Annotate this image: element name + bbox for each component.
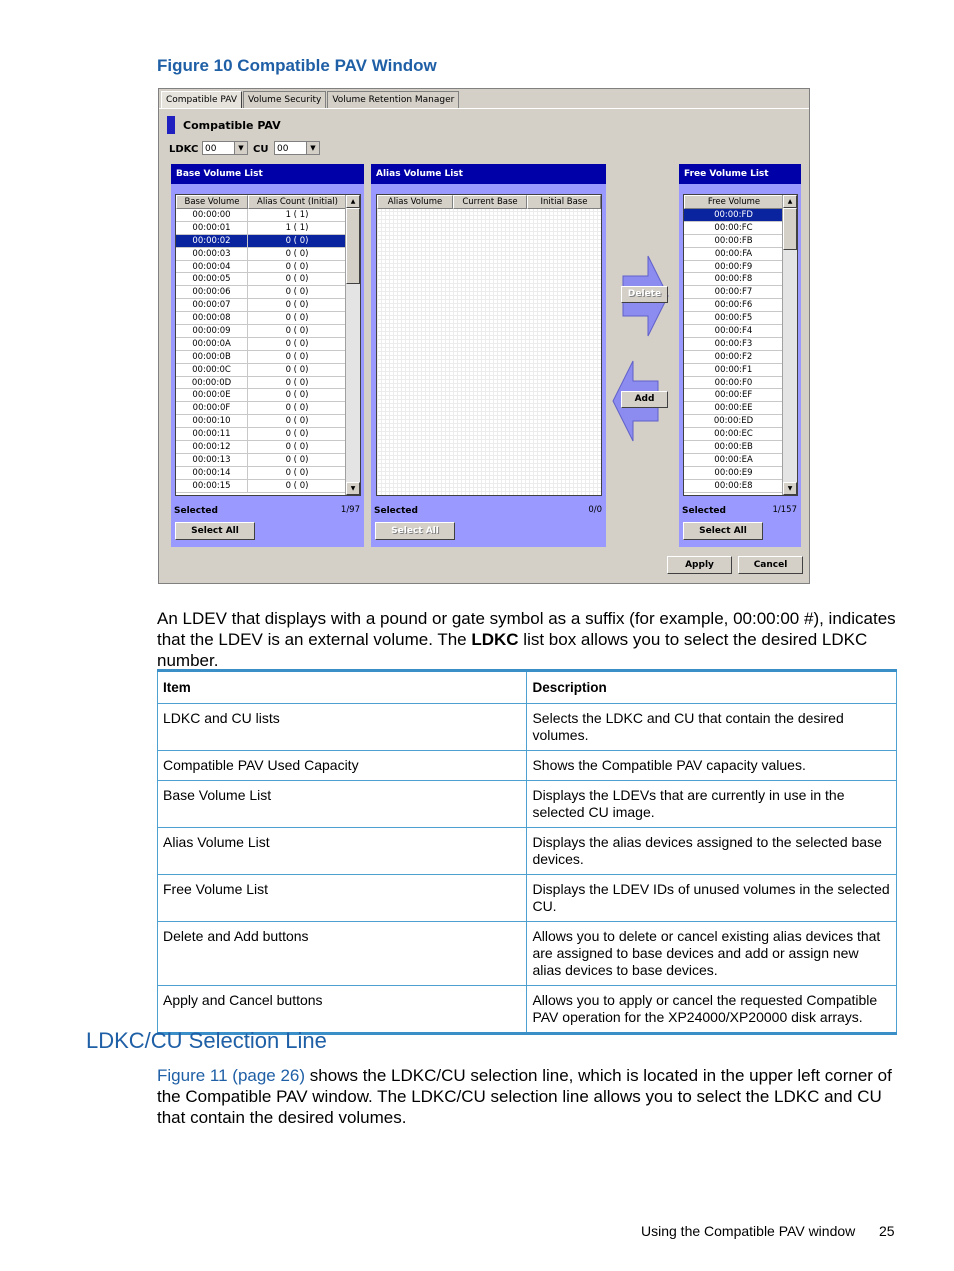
free-volume-panel (679, 164, 801, 547)
chevron-down-icon[interactable]: ▼ (306, 142, 319, 154)
heading-marker (167, 116, 175, 134)
selected-label: Selected (174, 506, 218, 516)
table-header: Description (527, 671, 897, 704)
base-volume-id: 00:00:12 (176, 441, 248, 453)
scrollbar[interactable] (782, 195, 797, 495)
free-volume-id: 00:00:FA (684, 248, 784, 260)
scrollbar-thumb[interactable] (346, 208, 360, 284)
base-volume-id: 00:00:04 (176, 261, 248, 273)
free-volume-id: 00:00:EE (684, 402, 784, 414)
description-cell: Displays the alias devices assigned to the selected base devices. (527, 828, 897, 875)
free-volume-id: 00:00:F0 (684, 377, 784, 389)
selected-count: 1/97 (340, 505, 360, 515)
free-volume-id: 00:00:F8 (684, 273, 784, 285)
base-volume-id: 00:00:11 (176, 428, 248, 440)
alias-count: 0 ( 0) (248, 389, 347, 401)
alias-count: 0 ( 0) (248, 261, 347, 273)
cu-label: CU (253, 144, 269, 155)
alias-count: 0 ( 0) (248, 235, 347, 247)
selected-label: Selected (374, 506, 418, 516)
base-volume-id: 00:00:0A (176, 338, 248, 350)
base-volume-id: 00:00:00 (176, 209, 248, 221)
alias-count: 0 ( 0) (248, 273, 347, 285)
free-volume-id: 00:00:EF (684, 389, 784, 401)
add-button[interactable]: Add (621, 391, 668, 408)
table-row[interactable] (176, 415, 347, 428)
table-row[interactable] (176, 480, 347, 493)
column-header[interactable]: Alias Count (Initial) (248, 195, 347, 209)
table-row[interactable] (684, 441, 784, 454)
table-row[interactable] (176, 441, 347, 454)
chevron-down-icon[interactable]: ▼ (783, 482, 797, 495)
table-row[interactable] (176, 467, 347, 480)
table-row[interactable] (176, 389, 347, 402)
base-volume-id: 00:00:0C (176, 364, 248, 376)
table-row[interactable] (684, 222, 784, 235)
alias-count: 0 ( 0) (248, 364, 347, 376)
page-number: 25 (879, 1223, 895, 1239)
free-volume-id: 00:00:F5 (684, 312, 784, 324)
tab-divider (159, 108, 809, 109)
base-volume-id: 00:00:03 (176, 248, 248, 260)
alias-count: 0 ( 0) (248, 312, 347, 324)
table-row (158, 828, 897, 875)
table-row[interactable] (684, 273, 784, 286)
table-row[interactable] (176, 248, 347, 261)
base-volume-id: 00:00:0B (176, 351, 248, 363)
cancel-button[interactable]: Cancel (738, 556, 803, 574)
base-volume-id: 00:00:01 (176, 222, 248, 234)
scrollbar-thumb[interactable] (783, 208, 797, 250)
table-row[interactable] (176, 377, 347, 390)
table-row[interactable] (684, 286, 784, 299)
alias-count: 0 ( 0) (248, 248, 347, 260)
table-row[interactable] (684, 467, 784, 480)
item-cell: Base Volume List (158, 781, 527, 828)
free-volume-id: 00:00:F7 (684, 286, 784, 298)
cu-select[interactable] (274, 141, 320, 155)
table-row (158, 986, 897, 1034)
selected-count: 1/157 (772, 505, 797, 515)
base-volume-id: 00:00:09 (176, 325, 248, 337)
table-row[interactable] (176, 402, 347, 415)
ldkc-select[interactable] (202, 141, 248, 155)
item-cell: Compatible PAV Used Capacity (158, 751, 527, 781)
table-row (158, 751, 897, 781)
column-header[interactable]: Alias Volume (377, 195, 453, 209)
base-volume-id: 00:00:0E (176, 389, 248, 401)
table-row[interactable] (684, 428, 784, 441)
compatible-pav-window (158, 88, 810, 584)
tab-volume-security[interactable]: Volume Security (243, 91, 326, 109)
table-row[interactable] (684, 248, 784, 261)
alias-count: 0 ( 0) (248, 441, 347, 453)
table-row[interactable] (176, 428, 347, 441)
description-cell: Allows you to apply or cancel the requested Compatible PAV operation for the XP24000/XP20000 disk arrays. (527, 986, 897, 1034)
alias-volume-list[interactable] (376, 194, 602, 496)
chevron-down-icon[interactable]: ▼ (346, 482, 360, 495)
description-cell: Displays the LDEV IDs of unused volumes in the selected CU. (527, 875, 897, 922)
free-volume-list[interactable] (683, 194, 798, 496)
table-row[interactable] (684, 364, 784, 377)
footer-text: Using the Compatible PAV window (641, 1223, 856, 1239)
table-row (158, 781, 897, 828)
table-row[interactable] (176, 209, 347, 222)
base-volume-id: 00:00:07 (176, 299, 248, 311)
table-row[interactable] (176, 454, 347, 467)
chevron-up-icon[interactable]: ▲ (783, 195, 797, 208)
table-row[interactable] (684, 402, 784, 415)
free-volume-id: 00:00:F3 (684, 338, 784, 350)
free-volume-id: 00:00:F2 (684, 351, 784, 363)
chevron-down-icon[interactable]: ▼ (234, 142, 247, 154)
intro-paragraph (157, 608, 902, 671)
free-volume-id: 00:00:E9 (684, 467, 784, 479)
ldkc-label: LDKC (169, 144, 199, 155)
table-row[interactable] (176, 364, 347, 377)
alias-select-all-button[interactable]: Select All (375, 522, 455, 540)
table-row (158, 922, 897, 986)
alias-count: 0 ( 0) (248, 467, 347, 479)
ldkc-bold: LDKC (471, 630, 519, 649)
alias-count: 0 ( 0) (248, 415, 347, 427)
base-volume-id: 00:00:10 (176, 415, 248, 427)
paragraph-text: list box allows you to select the desired LDKC number. (157, 630, 868, 670)
column-header[interactable]: Initial Base (527, 195, 601, 209)
paragraph-text: An LDEV that displays with a pound or gate symbol as a suffix (for example, 00:00:00 #), indicates that the LDEV is an external volume. The (157, 609, 896, 649)
free-volume-id: 00:00:EC (684, 428, 784, 440)
base-volume-id: 00:00:15 (176, 480, 248, 492)
selected-count: 0/0 (588, 505, 602, 515)
alias-volume-panel (371, 164, 606, 547)
table-row[interactable] (176, 273, 347, 286)
table-row[interactable] (176, 351, 347, 364)
scrollbar[interactable] (345, 195, 360, 495)
free-volume-id: 00:00:EA (684, 454, 784, 466)
table-row[interactable] (684, 351, 784, 364)
window-heading: Compatible PAV (183, 119, 281, 132)
item-cell: Apply and Cancel buttons (158, 986, 527, 1034)
base-volume-list[interactable] (175, 194, 361, 496)
table-row[interactable] (176, 261, 347, 274)
alias-count: 1 ( 1) (248, 222, 347, 234)
apply-button[interactable]: Apply (667, 556, 732, 574)
base-volume-id: 00:00:08 (176, 312, 248, 324)
alias-count: 0 ( 0) (248, 351, 347, 363)
table-row[interactable] (176, 338, 347, 351)
description-cell: Selects the LDKC and CU that contain the desired volumes. (527, 704, 897, 751)
base-volume-panel (171, 164, 364, 547)
alias-count: 0 ( 0) (248, 286, 347, 298)
cu-value: 00 (277, 144, 289, 154)
free-volume-id: 00:00:FC (684, 222, 784, 234)
table-row (158, 875, 897, 922)
base-volume-id: 00:00:0F (176, 402, 248, 414)
tab-compatible-pav[interactable]: Compatible PAV (161, 91, 242, 109)
base-volume-id: 00:00:06 (176, 286, 248, 298)
alias-count: 0 ( 0) (248, 338, 347, 350)
ldkc-value: 00 (205, 144, 217, 154)
table-row[interactable] (684, 312, 784, 325)
item-cell: Alias Volume List (158, 828, 527, 875)
table-row[interactable] (684, 235, 784, 248)
base-select-all-button[interactable]: Select All (175, 522, 255, 540)
paragraph-text: shows the LDKC/CU selection line, which is located in the upper left corner of the Compatible PAV window. The LDKC/CU selection line allows you to select the LDKC and CU that contain the desired volumes. (157, 1066, 892, 1127)
delete-button[interactable]: Delete (621, 286, 668, 303)
figure-link[interactable]: Figure 11 (page 26) (157, 1066, 306, 1085)
alias-count: 0 ( 0) (248, 325, 347, 337)
alias-count: 0 ( 0) (248, 428, 347, 440)
item-cell: Free Volume List (158, 875, 527, 922)
free-volume-id: 00:00:F6 (684, 299, 784, 311)
free-volume-id: 00:00:ED (684, 415, 784, 427)
alias-count: 0 ( 0) (248, 480, 347, 492)
selection-line-paragraph (157, 1065, 892, 1128)
free-volume-id: 00:00:F9 (684, 261, 784, 273)
table-row[interactable] (176, 286, 347, 299)
alias-count: 1 ( 1) (248, 209, 347, 221)
selected-label: Selected (682, 506, 726, 516)
free-select-all-button[interactable]: Select All (683, 522, 763, 540)
alias-count: 0 ( 0) (248, 402, 347, 414)
table-row[interactable] (684, 209, 784, 222)
table-header: Item (158, 671, 527, 704)
free-volume-id: 00:00:FD (684, 209, 784, 221)
tab-volume-retention-manager[interactable]: Volume Retention Manager (327, 91, 459, 109)
free-volume-title: Free Volume List (679, 164, 801, 184)
table-row[interactable] (176, 312, 347, 325)
table-row[interactable] (684, 377, 784, 390)
free-volume-id: 00:00:FB (684, 235, 784, 247)
base-volume-id: 00:00:13 (176, 454, 248, 466)
table-row[interactable] (684, 338, 784, 351)
base-volume-id: 00:00:05 (176, 273, 248, 285)
table-row[interactable] (176, 299, 347, 312)
description-cell: Shows the Compatible PAV capacity values. (527, 751, 897, 781)
items-table (157, 669, 897, 1035)
description-cell: Displays the LDEVs that are currently in use in the selected CU image. (527, 781, 897, 828)
item-cell: LDKC and CU lists (158, 704, 527, 751)
alias-count: 0 ( 0) (248, 299, 347, 311)
table-row[interactable] (684, 261, 784, 274)
alias-count: 0 ( 0) (248, 377, 347, 389)
column-header[interactable]: Current Base (453, 195, 527, 209)
chevron-up-icon[interactable]: ▲ (346, 195, 360, 208)
item-cell: Delete and Add buttons (158, 922, 527, 986)
table-row[interactable] (176, 235, 347, 248)
free-volume-id: 00:00:EB (684, 441, 784, 453)
free-volume-id: 00:00:E8 (684, 480, 784, 492)
table-row[interactable] (684, 299, 784, 312)
table-row (158, 704, 897, 751)
base-volume-title: Base Volume List (171, 164, 364, 184)
base-volume-id: 00:00:14 (176, 467, 248, 479)
base-volume-id: 00:00:0D (176, 377, 248, 389)
alias-count: 0 ( 0) (248, 454, 347, 466)
figure-caption: Figure 10 Compatible PAV Window (157, 56, 437, 75)
table-row[interactable] (684, 389, 784, 402)
section-title: LDKC/CU Selection Line (86, 1028, 327, 1053)
base-volume-id: 00:00:02 (176, 235, 248, 247)
table-row[interactable] (684, 415, 784, 428)
alias-volume-title: Alias Volume List (371, 164, 606, 184)
free-volume-id: 00:00:F1 (684, 364, 784, 376)
column-header[interactable]: Free Volume (684, 195, 784, 209)
table-row[interactable] (176, 222, 347, 235)
column-header[interactable]: Base Volume (176, 195, 248, 209)
table-row[interactable] (684, 325, 784, 338)
description-cell: Allows you to delete or cancel existing alias devices that are assigned to base devices and add or assign new alias devices to base devices. (527, 922, 897, 986)
table-row[interactable] (684, 480, 784, 493)
tab-bar (161, 91, 460, 108)
table-row[interactable] (684, 454, 784, 467)
free-volume-id: 00:00:F4 (684, 325, 784, 337)
table-row[interactable] (176, 325, 347, 338)
